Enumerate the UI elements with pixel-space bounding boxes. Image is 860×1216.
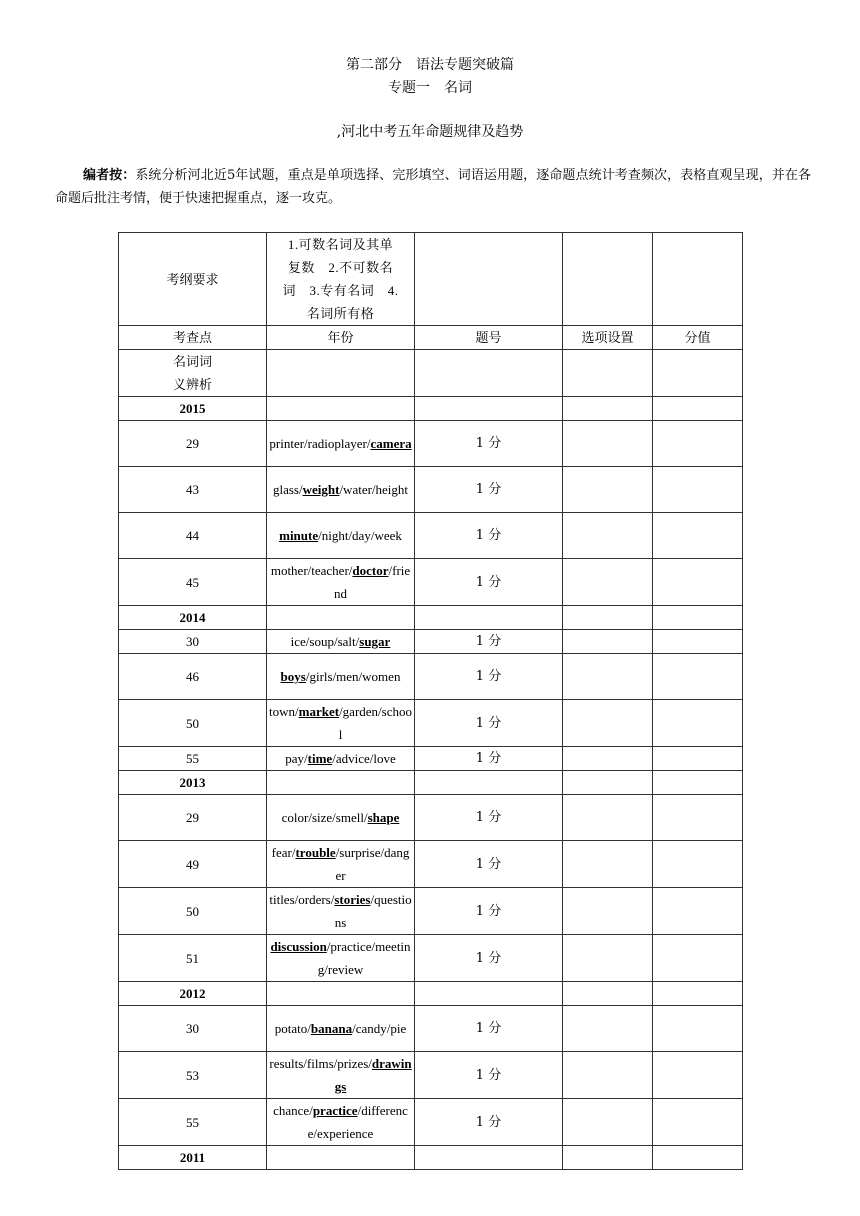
empty-cell bbox=[653, 1052, 743, 1099]
question-row bbox=[119, 700, 743, 747]
answer-word: discussion bbox=[270, 939, 327, 954]
score-cell: 1 分 bbox=[415, 1006, 563, 1052]
year-cell: 2014 bbox=[119, 606, 267, 630]
options-cell bbox=[267, 1006, 415, 1052]
option-text: ice/soup/salt/ bbox=[290, 634, 360, 649]
score-cell: 1 分 bbox=[415, 700, 563, 747]
empty-cell bbox=[563, 630, 653, 654]
empty-cell bbox=[563, 233, 653, 326]
answer-word: shape bbox=[367, 810, 400, 825]
empty-cell bbox=[563, 795, 653, 841]
option-text: potato/ bbox=[274, 1021, 311, 1036]
option-text: /surprise/danger bbox=[335, 845, 410, 883]
options-cell bbox=[267, 421, 415, 467]
answer-word: camera bbox=[370, 436, 412, 451]
score-cell: 1 分 bbox=[415, 888, 563, 935]
question-number: 45 bbox=[119, 559, 267, 606]
requirement-text bbox=[267, 233, 415, 326]
year-row bbox=[119, 1146, 743, 1170]
score-cell: 1 分 bbox=[415, 654, 563, 700]
options-cell bbox=[267, 1052, 415, 1099]
question-number: 29 bbox=[119, 795, 267, 841]
answer-word: sugar bbox=[359, 634, 391, 649]
option-text: color/size/smell/ bbox=[281, 810, 368, 825]
question-number: 49 bbox=[119, 841, 267, 888]
question-number: 30 bbox=[119, 1006, 267, 1052]
empty-cell bbox=[653, 771, 743, 795]
empty-cell bbox=[563, 771, 653, 795]
question-row bbox=[119, 747, 743, 771]
header-cell: 分值 bbox=[653, 326, 743, 350]
empty-cell bbox=[563, 888, 653, 935]
score-cell: 1 分 bbox=[415, 747, 563, 771]
options-cell bbox=[267, 841, 415, 888]
empty-cell bbox=[563, 513, 653, 559]
empty-cell bbox=[653, 935, 743, 982]
score-cell: 1 分 bbox=[415, 935, 563, 982]
header-cell: 题号 bbox=[415, 326, 563, 350]
empty-cell bbox=[653, 982, 743, 1006]
requirement-line: 词 3.专有名词 4. bbox=[282, 283, 399, 298]
question-number: 30 bbox=[119, 630, 267, 654]
options-cell bbox=[267, 1099, 415, 1146]
empty-cell bbox=[563, 935, 653, 982]
empty-cell bbox=[267, 982, 415, 1006]
question-row bbox=[119, 559, 743, 606]
option-text: pay/ bbox=[285, 751, 308, 766]
empty-cell bbox=[563, 559, 653, 606]
options-cell bbox=[267, 654, 415, 700]
requirement-row bbox=[119, 233, 743, 326]
empty-cell bbox=[653, 559, 743, 606]
section-title: ,河北中考五年命题规律及趋势 bbox=[336, 124, 524, 140]
year-cell: 2011 bbox=[119, 1146, 267, 1170]
empty-cell bbox=[563, 467, 653, 513]
score-cell: 1 分 bbox=[415, 630, 563, 654]
header-cell: 选项设置 bbox=[563, 326, 653, 350]
header-row bbox=[119, 326, 743, 350]
empty-cell bbox=[563, 606, 653, 630]
empty-cell bbox=[415, 982, 563, 1006]
option-text: /garden/school bbox=[338, 704, 412, 742]
requirement-line: 名词所有格 bbox=[306, 306, 375, 321]
question-number: 55 bbox=[119, 747, 267, 771]
score-cell: 1 分 bbox=[415, 841, 563, 888]
question-number: 50 bbox=[119, 700, 267, 747]
category-line: 名词词 bbox=[172, 354, 212, 369]
option-text: /advice/love bbox=[332, 751, 396, 766]
question-row bbox=[119, 1006, 743, 1052]
empty-cell bbox=[563, 1006, 653, 1052]
exam-analysis-table bbox=[118, 232, 743, 1170]
empty-cell bbox=[415, 233, 563, 326]
empty-cell bbox=[563, 654, 653, 700]
question-row bbox=[119, 1052, 743, 1099]
empty-cell bbox=[563, 700, 653, 747]
year-row bbox=[119, 771, 743, 795]
empty-cell bbox=[267, 1146, 415, 1170]
year-cell: 2015 bbox=[119, 397, 267, 421]
option-text: titles/orders/ bbox=[269, 892, 335, 907]
year-row bbox=[119, 606, 743, 630]
question-row bbox=[119, 935, 743, 982]
option-text: fear/ bbox=[271, 845, 296, 860]
empty-cell bbox=[415, 350, 563, 397]
editor-note-text: 系统分析河北近5年试题，重点是单项选择、完形填空、词语运用题，逐命题点统计考查频次，表格直观呈现，并在各命题后批注考情，便于快速把握重点，逐一攻克。 bbox=[55, 168, 811, 206]
year-row bbox=[119, 397, 743, 421]
score-cell: 1 分 bbox=[415, 559, 563, 606]
editor-note-label: 编者按： bbox=[83, 168, 136, 183]
option-text: /water/height bbox=[339, 482, 409, 497]
answer-word: minute bbox=[279, 528, 319, 543]
empty-cell bbox=[563, 1099, 653, 1146]
score-cell: 1 分 bbox=[415, 1052, 563, 1099]
empty-cell bbox=[653, 513, 743, 559]
answer-word: practice bbox=[312, 1103, 358, 1118]
options-cell bbox=[267, 795, 415, 841]
options-cell bbox=[267, 888, 415, 935]
question-number: 29 bbox=[119, 421, 267, 467]
empty-cell bbox=[653, 1006, 743, 1052]
question-row bbox=[119, 467, 743, 513]
options-cell bbox=[267, 747, 415, 771]
option-text: printer/radio bbox=[269, 436, 335, 451]
question-number: 51 bbox=[119, 935, 267, 982]
question-number: 44 bbox=[119, 513, 267, 559]
answer-word: drawings bbox=[334, 1056, 412, 1094]
answer-word: time bbox=[307, 751, 333, 766]
empty-cell bbox=[653, 841, 743, 888]
question-row bbox=[119, 888, 743, 935]
question-number: 50 bbox=[119, 888, 267, 935]
empty-cell bbox=[415, 606, 563, 630]
year-cell: 2012 bbox=[119, 982, 267, 1006]
empty-cell bbox=[267, 397, 415, 421]
question-row bbox=[119, 1099, 743, 1146]
empty-cell bbox=[653, 888, 743, 935]
question-row bbox=[119, 421, 743, 467]
options-cell bbox=[267, 467, 415, 513]
options-cell bbox=[267, 513, 415, 559]
question-number: 55 bbox=[119, 1099, 267, 1146]
option-text: chance/ bbox=[273, 1103, 313, 1118]
empty-cell bbox=[563, 982, 653, 1006]
option-text: /questions bbox=[334, 892, 412, 930]
empty-cell bbox=[415, 771, 563, 795]
empty-cell bbox=[653, 421, 743, 467]
question-row bbox=[119, 654, 743, 700]
empty-cell bbox=[267, 606, 415, 630]
answer-word: weight bbox=[302, 482, 340, 497]
option-text: player/ bbox=[334, 436, 371, 451]
option-text: /practice/meeting/review bbox=[317, 939, 411, 977]
empty-cell bbox=[653, 747, 743, 771]
answer-word: stories bbox=[334, 892, 371, 907]
empty-cell bbox=[653, 630, 743, 654]
empty-cell bbox=[653, 350, 743, 397]
options-cell bbox=[267, 559, 415, 606]
answer-word: market bbox=[298, 704, 340, 719]
question-number: 43 bbox=[119, 467, 267, 513]
part-title: 第二部分 语法专题突破篇 bbox=[346, 57, 514, 73]
answer-word: trouble bbox=[295, 845, 336, 860]
empty-cell bbox=[653, 1099, 743, 1146]
options-cell bbox=[267, 935, 415, 982]
empty-cell bbox=[653, 606, 743, 630]
question-number: 46 bbox=[119, 654, 267, 700]
category-cell bbox=[119, 350, 267, 397]
option-text: /candy/pie bbox=[352, 1021, 407, 1036]
score-cell: 1 分 bbox=[415, 795, 563, 841]
topic-title: 专题一 名词 bbox=[388, 80, 472, 96]
empty-cell bbox=[563, 397, 653, 421]
answer-word: boys bbox=[280, 669, 306, 684]
empty-cell bbox=[267, 771, 415, 795]
empty-cell bbox=[563, 747, 653, 771]
editor-note bbox=[55, 164, 811, 210]
question-row bbox=[119, 841, 743, 888]
requirement-line: 1.可数名词及其单 bbox=[287, 237, 394, 252]
option-text: town/ bbox=[269, 704, 299, 719]
options-cell bbox=[267, 700, 415, 747]
score-cell: 1 分 bbox=[415, 1099, 563, 1146]
empty-cell bbox=[415, 397, 563, 421]
options-cell bbox=[267, 630, 415, 654]
empty-cell bbox=[653, 700, 743, 747]
empty-cell bbox=[415, 1146, 563, 1170]
option-text: mother/teacher/ bbox=[270, 563, 353, 578]
empty-cell bbox=[563, 350, 653, 397]
empty-cell bbox=[653, 654, 743, 700]
option-text: /difference/experience bbox=[307, 1103, 408, 1141]
score-cell: 1 分 bbox=[415, 513, 563, 559]
empty-cell bbox=[563, 1052, 653, 1099]
header-cell: 年份 bbox=[267, 326, 415, 350]
question-row bbox=[119, 513, 743, 559]
option-text: glass/ bbox=[272, 482, 303, 497]
category-row bbox=[119, 350, 743, 397]
requirement-line: 复数 2.不可数名 bbox=[287, 260, 394, 275]
option-text: /girls/men/women bbox=[305, 669, 401, 684]
option-text: /night/day/week bbox=[318, 528, 402, 543]
empty-cell bbox=[653, 467, 743, 513]
empty-cell bbox=[563, 841, 653, 888]
empty-cell bbox=[267, 350, 415, 397]
question-row bbox=[119, 630, 743, 654]
year-cell: 2013 bbox=[119, 771, 267, 795]
empty-cell bbox=[653, 233, 743, 326]
option-text: results/films/prizes/ bbox=[269, 1056, 372, 1071]
answer-word: doctor bbox=[352, 563, 389, 578]
empty-cell bbox=[563, 421, 653, 467]
question-number: 53 bbox=[119, 1052, 267, 1099]
option-text: /friend bbox=[334, 563, 411, 601]
empty-cell bbox=[653, 397, 743, 421]
empty-cell bbox=[653, 795, 743, 841]
question-row bbox=[119, 795, 743, 841]
answer-word: banana bbox=[310, 1021, 353, 1036]
score-cell: 1 分 bbox=[415, 421, 563, 467]
empty-cell bbox=[563, 1146, 653, 1170]
score-cell: 1 分 bbox=[415, 467, 563, 513]
empty-cell bbox=[653, 1146, 743, 1170]
year-row bbox=[119, 982, 743, 1006]
requirement-label: 考纲要求 bbox=[119, 233, 267, 326]
category-line: 义辨析 bbox=[172, 377, 212, 392]
header-cell: 考查点 bbox=[119, 326, 267, 350]
